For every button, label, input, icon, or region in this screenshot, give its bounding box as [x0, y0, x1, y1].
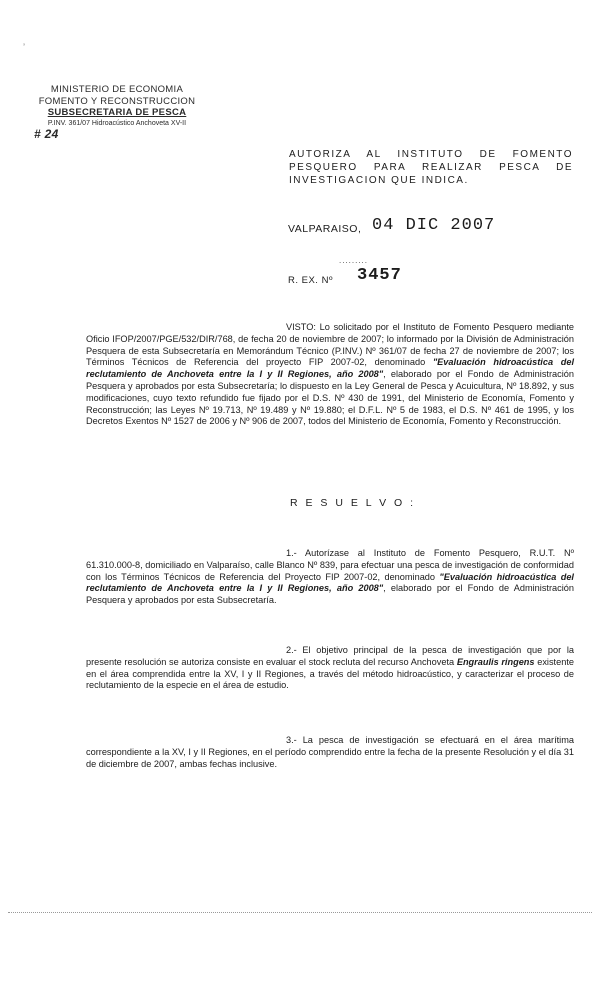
article-1-text: R.U.T. Nº 61.310.000-8, domiciliado en Valparaíso, calle Blanco Nº 839, para efectuar una pesca de investigación de conformidad con los Términos Técnicos de Referencia del Proyecto FIP 2007-02, denominado — [86, 548, 574, 582]
article-1-text: , elaborado por el Fondo de Administración Pesquera y aprobados por esta Subsecretaría. — [86, 583, 574, 606]
visto-text: Lo solicitado por el Instituto de Fomento Pesquero mediante Oficio IFOP/2007/PGE/532/DIR/768, de fecha 20 de noviembre de 2007; lo informado por la División de Administración Pesquera de esta Subsecretaría en Memorándum Técnico (P.INV.) Nº 361/07 de fecha 27 de noviembre de 2007; los Términos Técnicos de Referencia del proyecto FIP 2007-02, denominado — [86, 322, 574, 368]
ministry-stamp — [28, 84, 206, 141]
stamp-subsecretaria: SUBSECRETARIA DE PESCA — [47, 107, 187, 118]
visto-lead: VISTO: — [286, 322, 316, 332]
subject-line: AUTORIZA AL INSTITUTO DE FOMENTO — [289, 149, 573, 160]
article-3 — [86, 735, 574, 770]
article-1 — [86, 548, 574, 607]
resolution-label: R. EX. Nº — [288, 275, 333, 286]
article-2-lead: 2.- El objetivo principal de la pesca de investigación — [286, 645, 522, 655]
subject-line: PESQUERO PARA REALIZAR PESCA DE — [289, 162, 573, 173]
project-title: "Evaluación hidroacústica del reclutamiento de Anchoveta entre la I y II Regiones, año 2008" — [86, 571, 574, 594]
resuelvo-heading: R E S U E L V O : — [290, 497, 416, 509]
article-2 — [86, 645, 574, 692]
visto-paragraph — [86, 322, 574, 428]
number-dots: ......... — [339, 256, 369, 265]
article-3-lead: 3.- La pesca de investigación se efectuará en el área — [286, 735, 533, 745]
subject-line: INVESTIGACION QUE INDICA. — [289, 175, 469, 186]
visto-text: , elaborado por el Fondo de Administración Pesquera y aprobados por esta Subsecretaría; lo dispuesto en la Ley General de Pesca y Acuicultura, Nº 18.892, y sus modificaciones, cuyo texto refundido fue fijado por el D.S. Nº 430 de 1991, del Ministerio de Economía, Fomento y Reconstrucción; las Leyes Nº 19.713, Nº 19.489 y Nº 19.880; el D.F.L. Nº 5 de 1983, el D.S. Nº 461 de 1995, y los Decretos Exentos Nº 1527 de 2006 y Nº 906 de 2007, todos del Ministerio de Economía, Fomento y Reconstrucción. — [86, 369, 574, 427]
species-name: Engraulis ringens — [456, 656, 535, 667]
article-3-text: marítima correspondiente a la XV, I y II Regiones, en el período comprendido entre la fecha de la presente Resolución y el día 31 de diciembre de 2007, ambas fechas inclusive. — [86, 735, 574, 769]
article-2-text: existente en el área comprendida entre la XV, I y II Regiones, a través del método hidroacústico, y caracterizar el proceso de reclutamiento de la especie en el área de estudio. — [86, 656, 574, 691]
scan-mark: ’ — [23, 42, 25, 52]
subject-block — [289, 148, 573, 187]
stamp-ministry: MINISTERIO DE ECONOMIA — [50, 84, 184, 95]
scan-edge-line — [8, 912, 592, 913]
stamped-date: 04 DIC 2007 — [372, 216, 496, 235]
city-label: VALPARAISO, — [288, 223, 362, 235]
resolution-number: 3457 — [357, 266, 402, 285]
article-1-lead: 1.- Autorízase al Instituto de Fomento Pesquero, — [286, 548, 521, 558]
stamp-handwritten-mark: # 24 — [34, 126, 59, 141]
stamp-reference: P.INV. 361/07 Hidroacústico Anchoveta XV-II — [47, 119, 187, 127]
stamp-department: FOMENTO Y RECONSTRUCCION — [38, 95, 196, 107]
project-title: "Evaluación hidroacústica del reclutamiento de Anchoveta entre la I y II Regiones, año 2008" — [86, 357, 574, 380]
article-2-text: que por la presente resolución se autoriza consiste en evaluar el stock recluta del recurso Anchoveta — [86, 645, 574, 667]
